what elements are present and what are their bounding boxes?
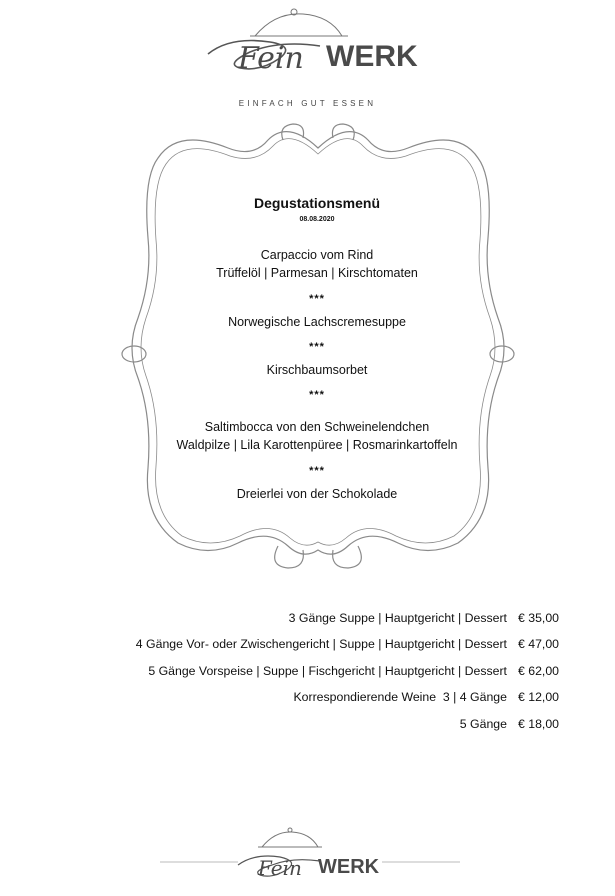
price-amount: € 47,00	[517, 637, 559, 651]
logo-script-text: Fein	[238, 41, 304, 76]
footer-logo-bold-text: WERK	[318, 856, 380, 878]
price-amount: € 18,00	[517, 717, 559, 731]
price-row	[136, 637, 559, 651]
cloche-icon	[258, 828, 322, 847]
price-row	[148, 664, 559, 678]
course-separator: ***	[309, 465, 325, 477]
menu-title: Degustationsmenü	[253, 195, 380, 211]
course-4-name: Saltimbocca von den Schweinelendchen	[204, 420, 430, 434]
price-label: Korrespondierende Weine 3 | 4 Gänge	[293, 690, 507, 704]
course-separator: ***	[309, 389, 325, 401]
price-label: 5 Gänge	[459, 717, 507, 731]
price-label: 5 Gänge Vorspeise | Suppe | Fischgericht | Hauptgericht | Dessert	[148, 664, 507, 678]
course-2-name: Norwegische Lachscremesuppe	[228, 315, 406, 329]
logo-bold-text: WERK	[326, 40, 418, 73]
course-5-name: Dreierlei von der Schokolade	[236, 487, 398, 501]
logo-tagline: EINFACH GUT ESSEN	[238, 99, 377, 108]
course-1-detail: Trüffelöl | Parmesan | Kirschtomaten	[216, 266, 418, 280]
footer-logo	[160, 825, 460, 883]
price-row	[293, 690, 559, 704]
price-amount: € 35,00	[517, 611, 559, 625]
price-amount: € 62,00	[517, 664, 559, 678]
course-3-name: Kirschbaumsorbet	[266, 363, 368, 377]
price-row	[289, 611, 559, 625]
footer-logo-script-text: Fein	[258, 856, 302, 880]
course-separator: ***	[309, 341, 325, 353]
course-separator: ***	[309, 293, 325, 305]
menu-date: 08.08.2020	[299, 216, 335, 223]
price-row	[460, 717, 559, 731]
cloche-icon	[250, 9, 348, 36]
price-label: 3 Gänge Suppe | Hauptgericht | Dessert	[288, 611, 507, 625]
course-1-name: Carpaccio vom Rind	[260, 248, 374, 262]
course-4-detail: Waldpilze | Lila Karottenpüree | Rosmarinkartoffeln	[176, 438, 458, 452]
price-amount: € 12,00	[517, 690, 559, 704]
feinwerk-logo	[200, 6, 422, 78]
price-label: 4 Gänge Vor- oder Zwischengericht | Suppe | Hauptgericht | Dessert	[135, 637, 507, 651]
